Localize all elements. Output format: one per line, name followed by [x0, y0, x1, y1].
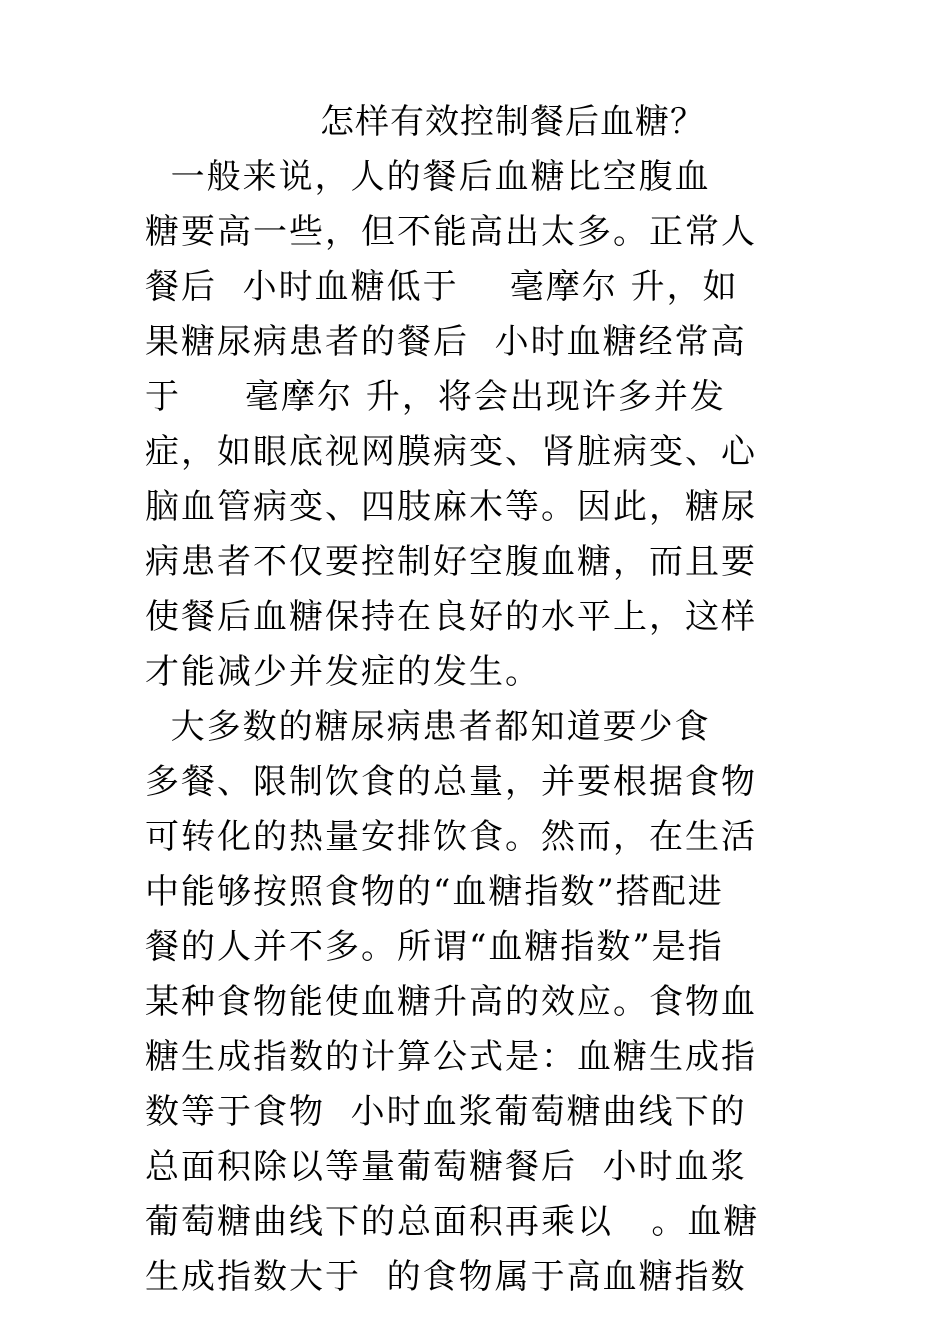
text-line: 生成指数大于 的食物属于高血糖指数 — [145, 1257, 747, 1297]
text-line: 中能够按照食物的“血糖指数”搭配进 — [145, 872, 724, 912]
text-line: 一般来说，人的餐后血糖比空腹血 — [145, 157, 711, 197]
text-line: 才能减少并发症的发生。 — [145, 652, 541, 692]
text-line: 餐的人并不多。所谓“血糖指数”是指 — [145, 927, 724, 967]
text-line: 某种食物能使血糖升高的效应。食物血 — [145, 982, 757, 1022]
text-line: 果糖尿病患者的餐后 小时血糖经常高 — [145, 322, 747, 362]
document-title: 怎样有效控制餐后血糖？ — [320, 102, 705, 142]
document-body — [145, 150, 810, 1305]
text-line: 糖生成指数的计算公式是：血糖生成指 — [145, 1037, 757, 1077]
paragraph-1 — [145, 150, 810, 700]
text-line: 可转化的热量安排饮食。然而，在生活 — [145, 817, 757, 857]
text-line: 脑血管病变、四肢麻木等。因此，糖尿 — [145, 487, 757, 527]
text-line: 餐后 小时血糖低于 毫摩尔 升，如 — [145, 267, 739, 307]
text-line: 数等于食物 小时血浆葡萄糖曲线下的 — [145, 1092, 747, 1132]
text-line: 总面积除以等量葡萄糖餐后 小时血浆 — [145, 1147, 747, 1187]
text-line: 大多数的糖尿病患者都知道要少食 — [145, 707, 711, 747]
text-line: 多餐、限制饮食的总量，并要根据食物 — [145, 762, 757, 802]
text-line: 糖要高一些，但不能高出太多。正常人 — [145, 212, 757, 252]
text-line: 葡萄糖曲线下的总面积再乘以 。血糖 — [145, 1202, 760, 1242]
text-line: 症，如眼底视网膜病变、肾脏病变、心 — [145, 432, 757, 472]
text-line: 于 毫摩尔 升，将会出现许多并发 — [145, 377, 726, 417]
paragraph-2 — [145, 700, 810, 1305]
text-line: 病患者不仅要控制好空腹血糖，而且要 — [145, 542, 757, 582]
text-line: 使餐后血糖保持在良好的水平上，这样 — [145, 597, 757, 637]
